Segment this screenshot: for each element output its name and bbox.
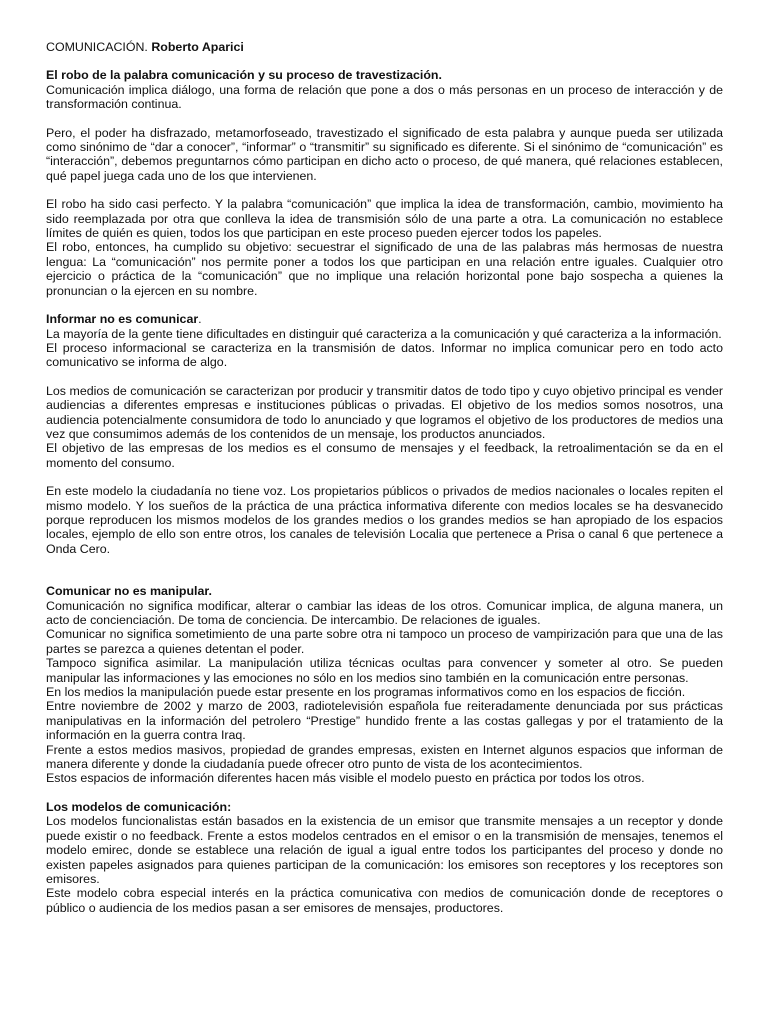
section-informar-no-comunicar [46, 312, 723, 556]
paragraph: Pero, el poder ha disfrazado, metamorfoseado, travestizado el significado de esta palabra y aunque pueda ser utilizada como sinónimo de “dar a conocer”, “informar” o “transmitir” su significado es diferente. Si el sinónimo de “comunicación” es “interacción”, debemos preguntarnos cómo participan en dicho acto o proceso, de qué manera, qué relaciones establecen, qué papel juega cada uno de los que intervienen. [46, 125, 723, 183]
paragraph: Tampoco significa asimilar. La manipulación utiliza técnicas ocultas para convencer y someter al otro. Se pueden manipular las informaciones y las emociones no sólo en los medios sino también en la comunicación entre personas. [46, 656, 723, 685]
title-author: Roberto Aparici [151, 40, 244, 54]
section-robo-palabra [46, 68, 723, 298]
section-heading: Informar no es comunicar. [46, 312, 202, 327]
paragraph: El robo ha sido casi perfecto. Y la palabra “comunicación” que implica la idea de transformación, cambio, movimiento ha sido reemplazada por otra que conlleva la idea de transmisión sólo de una parte a otra. La comunicación no establece límites de quién es quien, todos los que participan en este proceso pueden ejercer todos los papeles. [46, 197, 723, 241]
paragraph: Frente a estos medios masivos, propiedad de grandes empresas, existen en Internet algunos espacios que informan de manera diferente y donde la ciudadanía puede ofrecer otro punto de vista de los acontecimientos. [46, 742, 723, 772]
paragraph: El robo, entonces, ha cumplido su objetivo: secuestrar el significado de una de las palabras más hermosas de nuestra lengua: La “comunicación” nos permite poner a todos los que participan en una relación entre iguales. Cualquier otro ejercicio o práctica de la “comunicación” que no implique una relación horizontal pone bajo sospecha a quienes la pronuncian o la ejercen en su nombre. [46, 240, 723, 298]
paragraph: En este modelo la ciudadanía no tiene voz. Los propietarios públicos o privados de medios nacionales o locales repiten el mismo modelo. Y los sueños de la práctica de una práctica informativa diferente con medios locales se ha desvanecido porque reproducen los mismos modelos de los grandes medios o los grandes medios se han apropiado de los espacios locales, ejemplo de ello son entre otros, los canales de televisión Localia que pertenece a Prisa o canal 6 que pertenece a Onda Cero. [46, 484, 723, 556]
paragraph: El objetivo de las empresas de los medios es el consumo de mensajes y el feedback, la retroalimentación se da en el momento del consumo. [46, 441, 723, 470]
title-prefix: COMUNICACIÓN. [46, 40, 148, 54]
section-comunicar-no-manipular [46, 584, 723, 786]
document-title [46, 40, 723, 54]
section-heading: Comunicar no es manipular. [46, 584, 212, 599]
paragraph: Comunicación implica diálogo, una forma de relación que pone a dos o más personas en un proceso de interacción y de transformación continua. [46, 82, 723, 112]
paragraph: Comunicar no significa sometimiento de una parte sobre otra ni tampoco un proceso de vampirización para que una de las partes se parezca a quienes detentan el poder. [46, 627, 723, 656]
section-heading: Los modelos de comunicación: [46, 799, 232, 814]
paragraph: La mayoría de la gente tiene dificultades en distinguir qué caracteriza a la comunicación y qué caracteriza a la información. [46, 326, 722, 341]
paragraph: Los modelos funcionalistas están basados en la existencia de un emisor que transmite mensajes a un receptor y donde puede existir o no feedback. Frente a estos modelos centrados en el emisor o en la transmisión de mensajes, tenemos el modelo emirec, donde se establece una relación de igual a igual entre todos los participantes del proceso y donde no existen papeles asignados para quienes participan de la comunicación: los emisores son receptores y los receptores son emisores. [46, 814, 723, 886]
paragraph: El proceso informacional se caracteriza en la transmisión de datos. Informar no implica comunicar pero en todo acto comunicativo se informa de algo. [46, 340, 723, 370]
section-heading: El robo de la palabra comunicación y su proceso de travestización. [46, 68, 442, 83]
paragraph: En los medios la manipulación puede estar presente en los programas informativos como en los espacios de ficción. [46, 685, 686, 700]
paragraph: Estos espacios de información diferentes hacen más visible el modelo puesto en práctica por todos los otros. [46, 771, 645, 786]
paragraph: Comunicación no significa modificar, alterar o cambiar las ideas de los otros. Comunicar implica, de alguna manera, un acto de concienciación. De toma de conciencia. De intercambio. De relaciones de iguales. [46, 598, 723, 627]
document-page [46, 40, 723, 915]
paragraph: Los medios de comunicación se caracterizan por producir y transmitir datos de todo tipo y cuyo objetivo principal es vender audiencias a diferentes empresas e instituciones públicas o privadas. El objetivo de los medios somos nosotros, una audiencia potencialmente consumidora de todo lo anunciado y que logramos el objetivo de los productores de medios una vez que consumimos además de los contenidos de un mensaje, los productos anunciados. [46, 383, 723, 441]
paragraph: Entre noviembre de 2002 y marzo de 2003, radiotelevisión española fue reiteradamente denunciada por sus prácticas manipulativas en la información del petrolero “Prestige” hundido frente a las costas gallegas y por el tratamiento de la información en la guerra contra Iraq. [46, 699, 723, 743]
section-modelos-comunicacion [46, 800, 723, 915]
paragraph: Este modelo cobra especial interés en la práctica comunicativa con medios de comunicación donde de receptores o público o audiencia de los medios pasan a ser emisores de mensajes, productores. [46, 886, 723, 915]
